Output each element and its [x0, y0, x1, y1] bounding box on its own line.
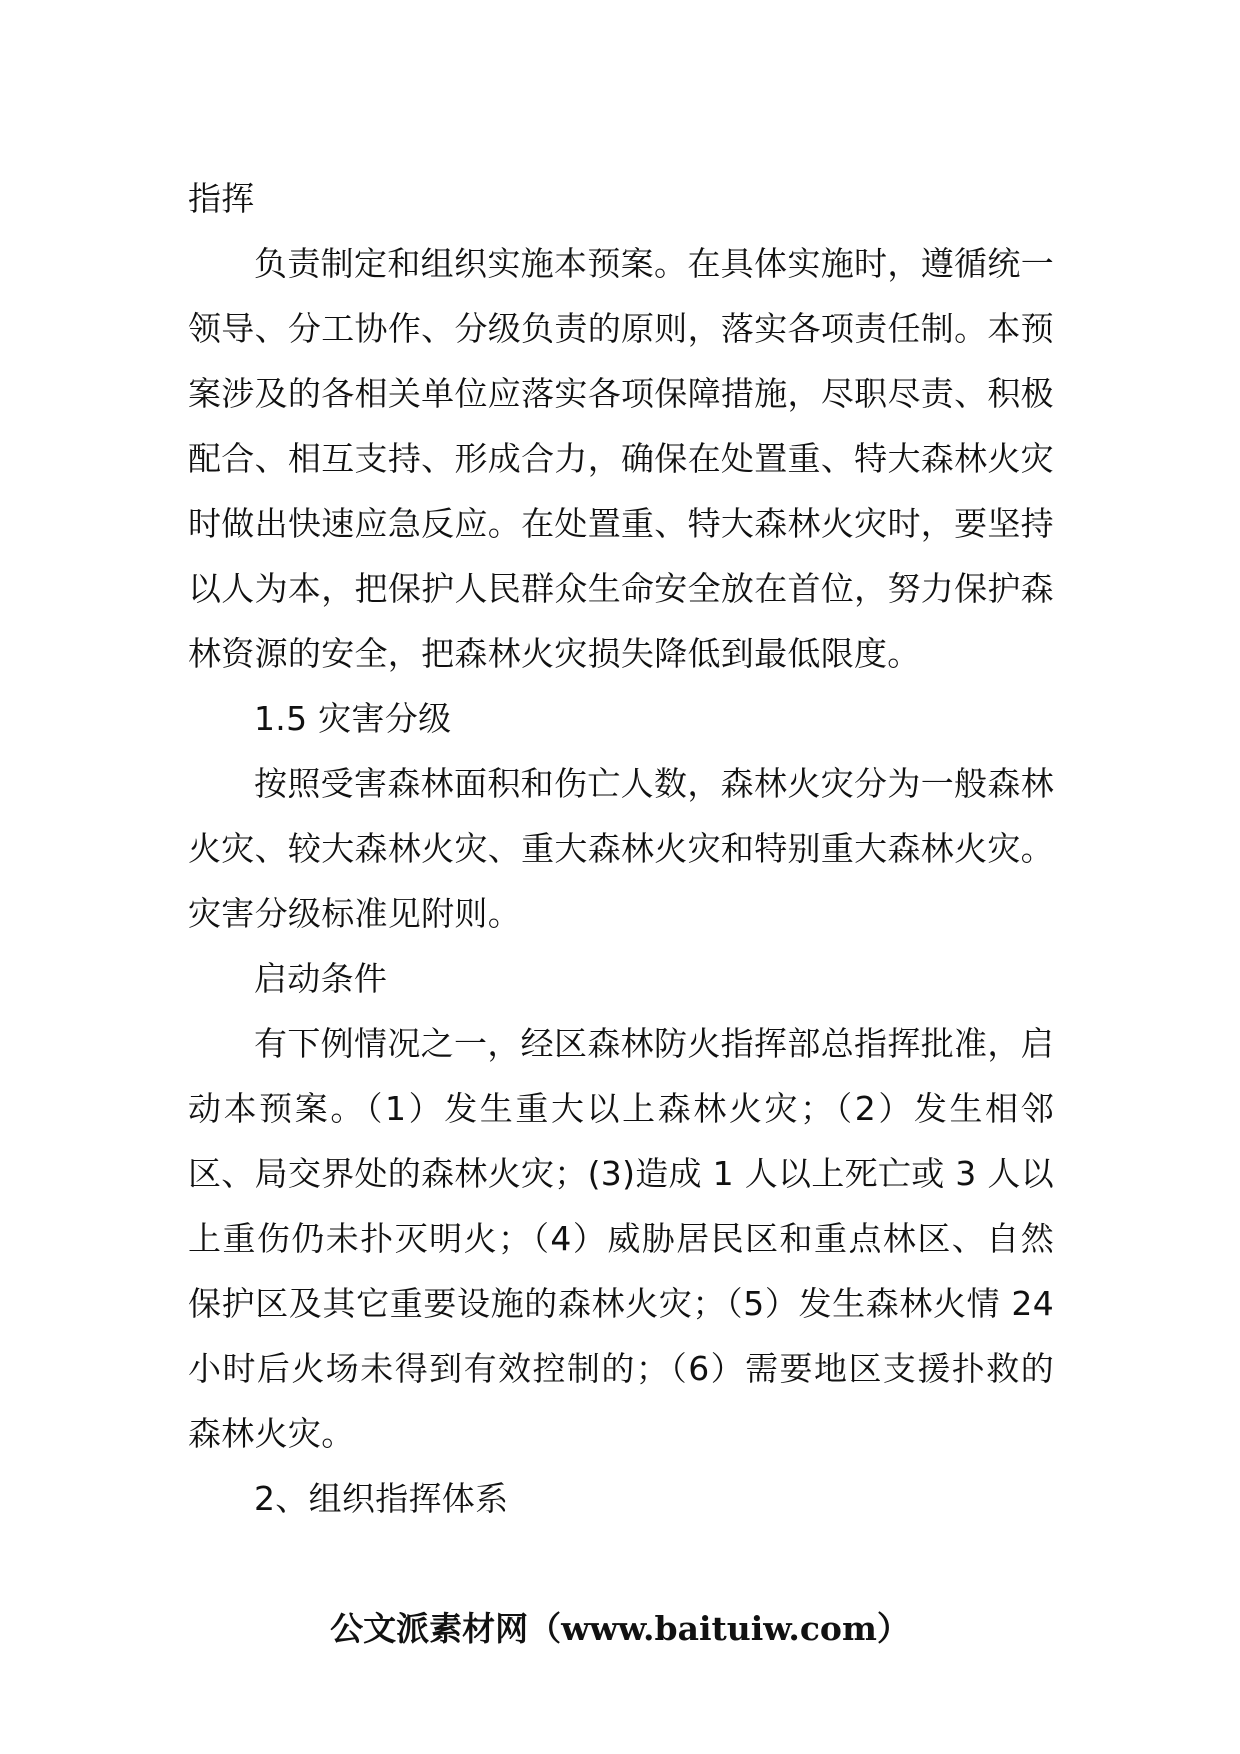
paragraph-heading-command: 指挥 [188, 179, 255, 218]
paragraph-activation-conditions: 有下例情况之一，经区森林防火指挥部总指挥批准，启动本预案。（1）发生重大以上森林火灾；（2）发生相邻区、局交界处的森林火灾；(3)造成 1 人以上死亡或 3 人以上重伤仍未扑灭明火；（4）威胁居民区和重点林区、自然保护区及其它重要设施的森林火灾；（5）发生森林火情 24 小时后火场未得到有效控制的；（6）需要地区支援扑救的森林火灾。 [188, 1024, 1054, 1453]
paragraph-disaster-classification: 按照受害森林面积和伤亡人数，森林火灾分为一般森林火灾、较大森林火灾、重大森林火灾和特别重大森林火灾。灾害分级标准见附则。 [188, 764, 1054, 933]
document-body [188, 166, 1054, 1531]
section-heading-activation-conditions: 启动条件 [254, 959, 388, 998]
section-heading-disaster-classification: 1.5 灾害分级 [254, 699, 452, 738]
footer-watermark: 公文派素材网（www.baituiw.com） [330, 1609, 910, 1648]
paragraph-responsibilities: 负责制定和组织实施本预案。在具体实施时，遵循统一领导、分工协作、分级负责的原则，落实各项责任制。本预案涉及的各相关单位应落实各项保障措施，尽职尽责、积极配合、相互支持、形成合力，确保在处置重、特大森林火灾时做出快速应急反应。在处置重、特大森林火灾时，要坚持以人为本，把保护人民群众生命安全放在首位，努力保护森林资源的安全，把森林火灾损失降低到最低限度。 [188, 244, 1054, 673]
section-heading-command-system: 2、组织指挥体系 [254, 1479, 509, 1518]
